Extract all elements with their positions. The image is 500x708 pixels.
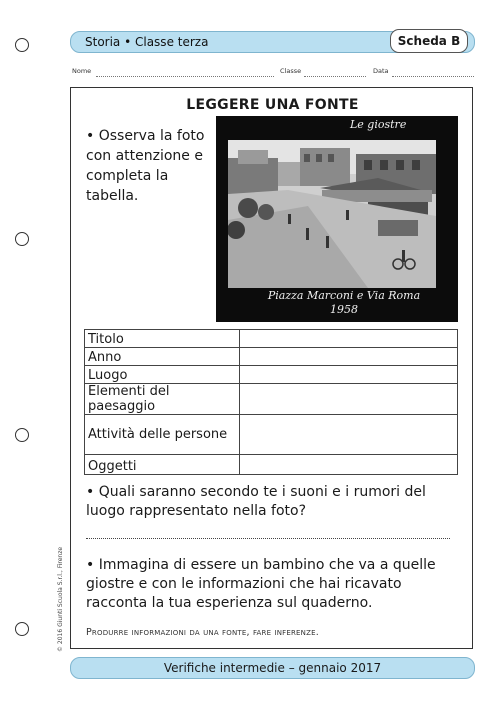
binder-hole-4 [15,622,29,636]
analysis-table [84,329,458,475]
table-row [85,330,458,348]
learning-objective: Produrre informazioni da una fonte, fare inferenze. [86,627,319,638]
instruction-text: • Osserva la foto con attenzione e completa la tabella. [86,128,205,204]
binder-hole-1 [15,38,29,52]
date-label: Data [373,67,389,75]
photo-caption-bottom [234,289,454,317]
answer-cell[interactable] [240,384,458,415]
class-label: Classe [280,67,302,75]
photo-caption-top: Le giostre [350,118,407,131]
row-label: Oggetti [85,455,240,475]
name-field[interactable] [96,76,274,77]
name-label: Nome [72,67,92,75]
exercise-title: LEGGERE UNA FONTE [186,97,359,113]
photo-caption-year: 1958 [330,303,358,316]
answer-cell[interactable] [240,348,458,366]
answer-cell[interactable] [240,366,458,384]
binder-hole-2 [15,232,29,246]
class-field[interactable] [304,76,366,77]
answer-cell[interactable] [240,330,458,348]
table-row [85,384,458,415]
subject-label: Storia • Classe terza [85,35,209,49]
row-label: Anno [85,348,240,366]
photo-caption-place: Piazza Marconi e Via Roma [267,289,421,302]
binder-hole-3 [15,428,29,442]
table-row [85,348,458,366]
answer-line[interactable] [86,538,450,539]
row-label: Luogo [85,366,240,384]
student-info-row [72,67,474,79]
row-label: Titolo [85,330,240,348]
answer-cell[interactable] [240,455,458,475]
table-row [85,455,458,475]
date-field[interactable] [392,76,474,77]
question-sounds: • Quali saranno secondo te i suoni e i rumori del luogo rappresentato nella foto? [86,484,426,519]
row-label: Elementi del paesaggio [85,384,240,415]
copyright-notice: © 2016 Giunti Scuola S.r.l., Firenze [57,546,64,652]
answer-cell[interactable] [240,415,458,455]
photo-image [228,140,436,288]
footer-bar: Verifiche intermedie – gennaio 2017 [70,657,475,679]
header-bar [70,31,475,53]
sheet-badge: Scheda B [390,29,468,53]
row-label: Attività delle persone [85,415,240,455]
question-story: • Immagina di essere un bambino che va a quelle giostre e con le informazioni che hai ricavato racconta la tua esperienza sul quaderno. [86,557,436,611]
fairground-square-illustration [228,140,436,288]
table-row [85,366,458,384]
table-row [85,415,458,455]
